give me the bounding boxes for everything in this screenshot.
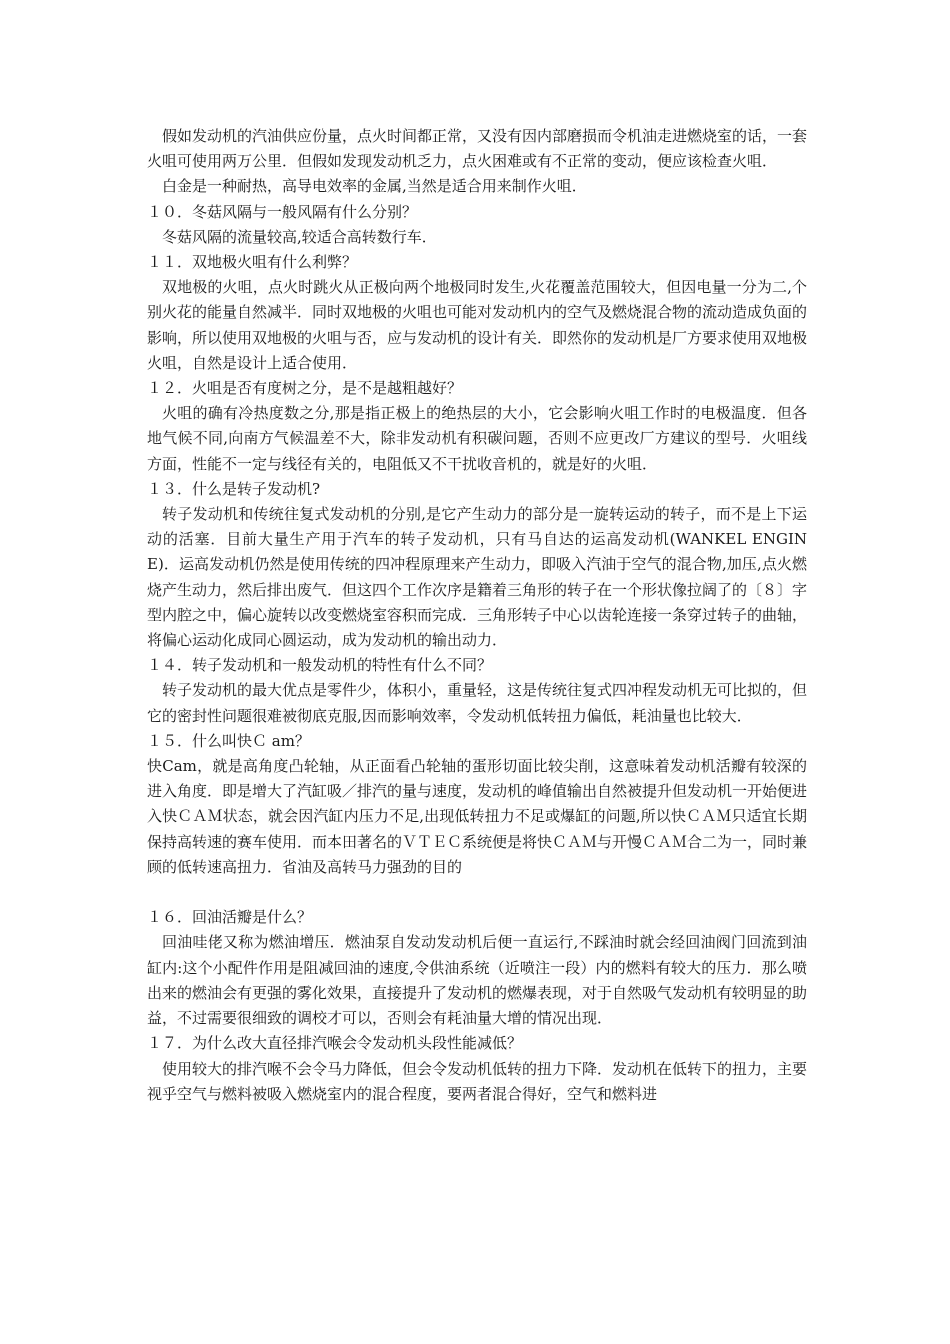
question-heading: １１．双地极火咀有什么利弊？ xyxy=(147,253,358,272)
answer-paragraph: 冬菇风隔的流量较高,较适合高转数行车． xyxy=(162,227,437,246)
question-heading: １７．为什么改大直径排汽喉会令发动机头段性能减低？ xyxy=(147,1034,523,1053)
answer-paragraph: 火咀的确有冷热度数之分,那是指正极上的绝热层的大小，它会影响火咀工作时的电极温度．但各地气候不同,向南方气候温差不大，除非发动机有积碳问题，否则不应更改厂方建议的型号．火咀线方面，性能不一定与线径有关的，电阻低又不干扰收音机的，就是好的火咀． xyxy=(147,404,807,473)
question-heading: １３．什么是转子发动机? xyxy=(147,479,321,498)
blank-line xyxy=(147,880,807,905)
document-page xyxy=(147,124,807,1107)
question-heading: １５．什么叫快Ｃ am？ xyxy=(147,731,310,750)
question-heading: １０．冬菇风隔与一般风隔有什么分别？ xyxy=(147,202,418,221)
answer-paragraph: 假如发动机的汽油供应份量，点火时间都正常，又没有因内部磨损而令机油走进燃烧室的话，一套火咀可使用两万公里．但假如发现发动机乏力，点火困难或有不正常的变动，便应该检查火咀． xyxy=(147,127,808,171)
question-heading: １６．回油活瓣是什么？ xyxy=(147,908,313,927)
answer-paragraph: 回油哇佬又称为燃油增压．燃油泵自发动发动机后便一直运行,不踩油时就会经回油阀门回流到油缸内:这个小配件作用是阻减回油的速度,令供油系统（近喷注一段）内的燃料有较大的压力．那么喷出来的燃油会有更强的雾化效果，直接提升了发动机的燃爆表现，对于自然吸气发动机有较明显的助益，不过需要很细致的调校才可以，否则会有耗油量大增的情况出现． xyxy=(147,933,808,1028)
answer-paragraph: 转子发动机的最大优点是零件少，体积小，重量轻，这是传统往复式四冲程发动机无可比拟的，但它的密封性问题很难被彻底克服,因而影响效率，令发动机低转扭力偏低，耗油量也比较大． xyxy=(147,681,808,725)
answer-paragraph: 白金是一种耐热，高导电效率的金属,当然是适合用来制作火咀． xyxy=(162,177,587,196)
question-heading: １２．火咀是否有度树之分，是不是越粗越好？ xyxy=(147,379,463,398)
answer-paragraph: 使用较大的排汽喉不会令马力降低，但会令发动机低转的扭力下降．发动机在低转下的扭力，主要视乎空气与燃料被吸入燃烧室内的混合程度，要两者混合得好，空气和燃料进 xyxy=(147,1059,808,1103)
answer-paragraph: 转子发动机和传统往复式发动机的分别,是它产生动力的部分是一旋转运动的转子，而不是上下运动的活塞．目前大量生产用于汽车的转子发动机，只有马自达的运高发动机(WANKEL ENGINE)．运高发动机仍然是使用传统的四冲程原理来产生动力，即吸入汽油于空气的混合物,加压,点火燃烧产生动力，然后排出废气．但这四个工作次序是籍着三角形的转子在一个形状像拉阔了的〔８〕字型内腔之中，偏心旋转以改变燃烧室容积而完成．三角形转子中心以齿轮连接一条穿过转子的曲轴，将偏心运动化成同心圆运动，成为发动机的输出动力． xyxy=(147,505,808,650)
answer-paragraph: 双地极的火咀，点火时跳火从正极向两个地极同时发生,火花覆盖范围较大，但因电量一分为二,个别火花的能量自然减半．同时双地极的火咀也可能对发动机内的空气及燃烧混合物的流动造成负面的影响，所以使用双地极的火咀与否，应与发动机的设计有关．即然你的发动机是厂方要求使用双地极火咀，自然是设计上适合使用． xyxy=(147,278,808,372)
question-heading: １４．转子发动机和一般发动机的特性有什么不同？ xyxy=(147,656,493,675)
answer-paragraph: 快Cam，就是高角度凸轮轴，从正面看凸轮轴的蛋形切面比较尖削，这意味着发动机活瓣有较深的进入角度．即是增大了汽缸吸／排汽的量与速度，发动机的峰值输出自然被提升但发动机一开始便进入快ＣＡＭ状态，就会因汽缸内压力不足,出现低转扭力不足或爆缸的问题,所以快ＣＡＭ只适宜长期保持高转速的赛车使用．而本田著名的ＶＴＥＣ系统便是将快ＣＡＭ与开慢ＣＡＭ合二为一，同时兼顾的低转速高扭力．省油及高转马力强劲的目的 xyxy=(147,757,808,876)
